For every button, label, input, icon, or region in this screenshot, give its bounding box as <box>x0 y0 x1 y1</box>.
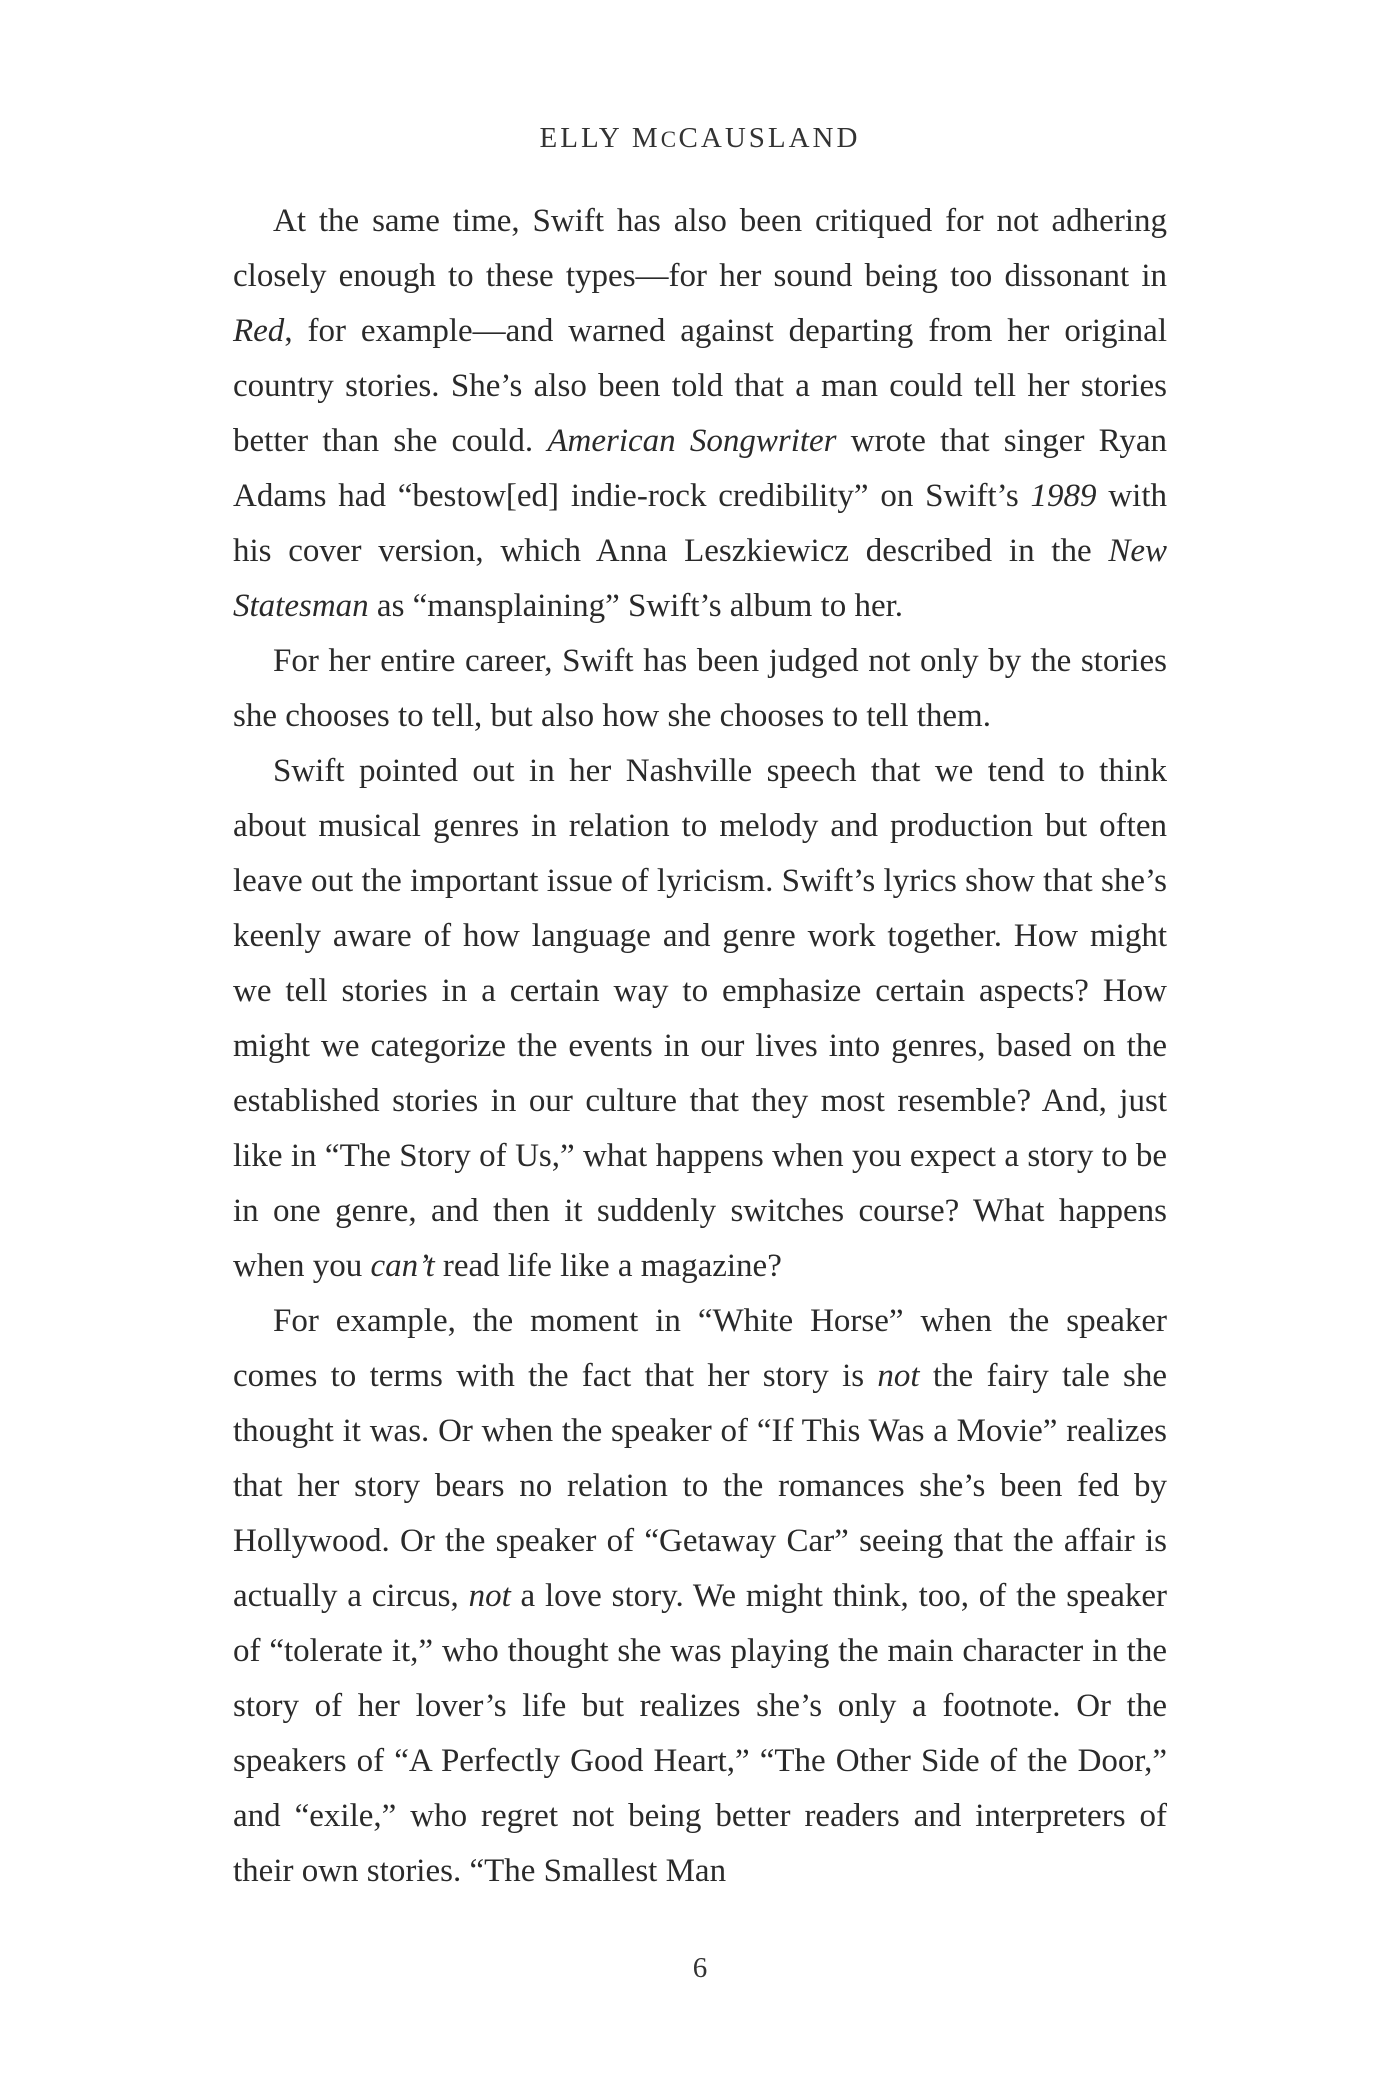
paragraph <box>233 194 1167 634</box>
page-number: 6 <box>692 1952 708 1984</box>
italic-text: New Statesman <box>233 533 1167 624</box>
italic-text: Red <box>233 313 285 349</box>
paragraph <box>233 1294 1167 1899</box>
italic-text: not <box>877 1358 920 1394</box>
italic-text: not <box>468 1578 511 1614</box>
paragraph-text: wrote that singer Ryan Adams had “bestow[ed] indie-rock credibility” on Swift’s <box>233 423 1167 514</box>
body-text <box>233 194 1167 1899</box>
paragraph-text: For her entire career, Swift has been judged not only by the stories she chooses to tell, but also how she chooses to tell them. <box>233 643 1167 734</box>
running-head <box>0 122 1400 155</box>
author-name-part-1: ELLY M <box>539 122 661 154</box>
paragraph <box>233 634 1167 744</box>
paragraph-text: with his cover version, which Anna Leszkiewicz described in the <box>233 478 1167 569</box>
paragraph-text: a love story. We might think, too, of the speaker of “tolerate it,” who thought she was playing the main character in the story of her lover’s life but realizes she’s only a footnote. Or the speakers of “A Perfectly Good Heart,” “The Other Side of the Door,” and “exile,” who regret not being better readers and interpreters of their own stories. “The Smallest Man <box>233 1578 1167 1889</box>
paragraph-text: as “mansplaining” Swift’s album to her. <box>368 588 904 624</box>
paragraph-text: Swift pointed out in her Nashville speech that we tend to think about musical genres in relation to melody and production but often leave out the important issue of lyricism. Swift’s lyrics show that she’s keenly aware of how language and genre work together. How might we tell stories in a certain way to emphasize certain aspects? How might we categorize the events in our lives into genres, based on the established stories in our culture that they most resemble? And, just like in “The Story of Us,” what happens when you expect a story to be in one genre, and then it suddenly switches course? What happens when you <box>233 753 1167 1284</box>
paragraph <box>233 744 1167 1294</box>
paragraph-text: the fairy tale she thought it was. Or when the speaker of “If This Was a Movie” realizes that her story bears no relation to the romances she’s been fed by Hollywood. Or the speaker of “Getaway Car” seeing that the affair is actually a circus, <box>233 1358 1168 1614</box>
paragraph-text: At the same time, Swift has also been critiqued for not adhering closely enough to these types—for her sound being too dissonant in <box>233 203 1167 294</box>
author-name-part-2: CAUSLAND <box>678 122 861 154</box>
paragraph-text: For example, the moment in “White Horse” when the speaker comes to terms with the fact that her story is <box>233 1303 1167 1394</box>
italic-text: American Songwriter <box>547 423 837 459</box>
italic-text: 1989 <box>1030 478 1097 514</box>
paragraph-text: , for example—and warned against departing from her original country stories. She’s also been told that a man could tell her stories better than she could. <box>233 313 1167 459</box>
author-name-small-cap: C <box>660 127 679 152</box>
italic-text: can’t <box>370 1248 435 1284</box>
paragraph-text: read life like a magazine? <box>434 1248 782 1284</box>
